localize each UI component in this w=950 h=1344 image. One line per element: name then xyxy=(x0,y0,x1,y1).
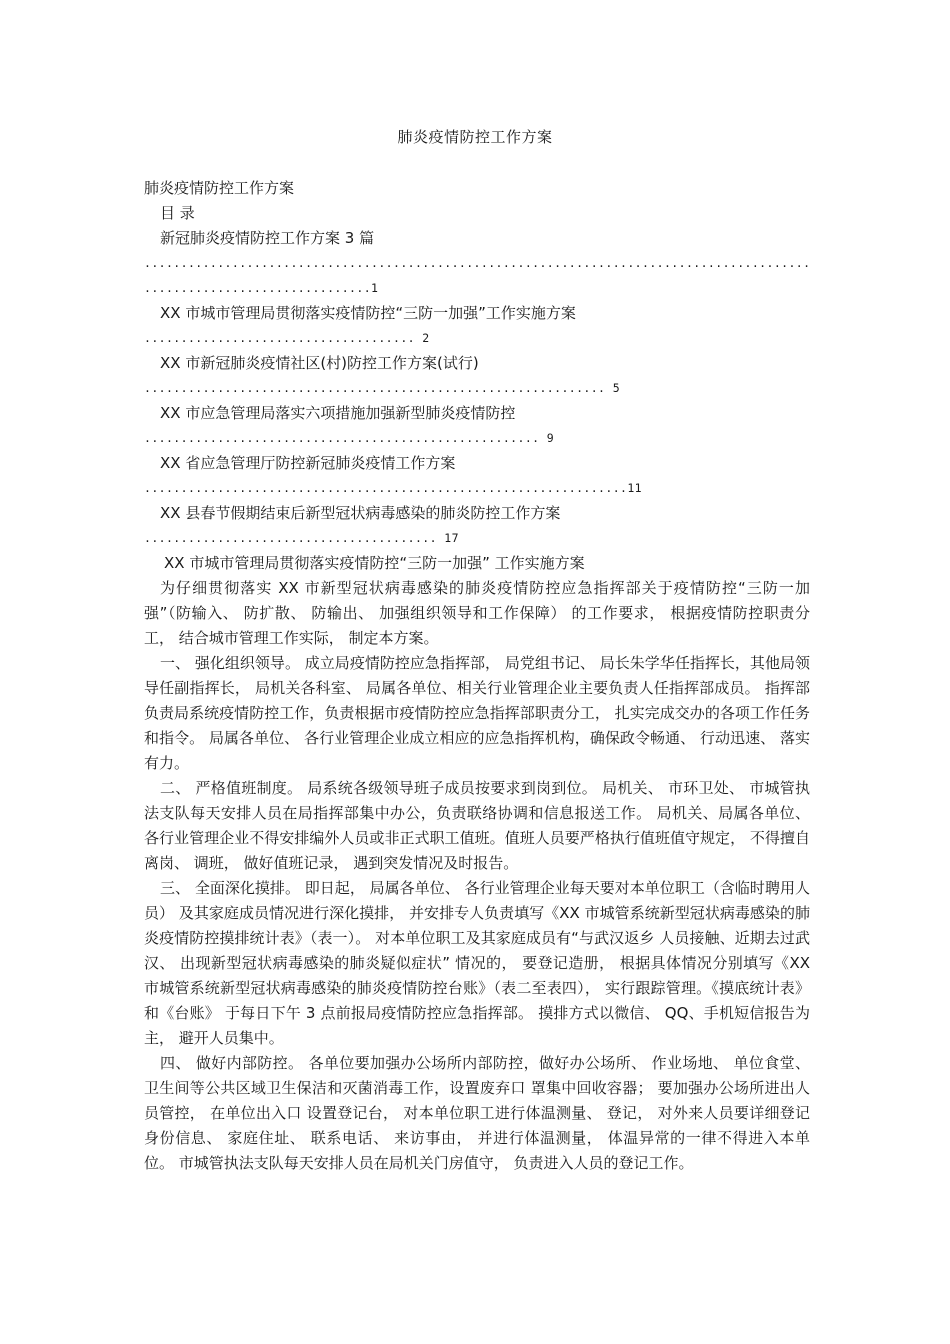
toc-entry-title[interactable]: XX 市城市管理局贯彻落实疫情防控“三防一加强”工作实施方案 xyxy=(160,304,576,322)
toc-entry-title[interactable]: XX 省应急管理厅防控新冠肺炎疫情工作方案 xyxy=(160,454,456,472)
toc-entry-leader: ............................................................... 5 xyxy=(144,381,621,395)
section-body xyxy=(144,576,810,1176)
toc-entry-leader: ........................................................................................... xyxy=(144,256,810,270)
document-subtitle: 肺炎疫情防控工作方案 xyxy=(144,179,295,197)
toc-entry-leader: ...................................................... 9 xyxy=(144,431,555,445)
toc-entry-leader: ..................................................................11 xyxy=(144,481,643,495)
paragraph: 三、 全面深化摸排。 即日起， 局属各单位、 各行业管理企业每天要对本单位职工（含临时聘用人员） 及其家庭成员情况进行深化摸排， 并安排专人负责填写《XX 市城管系统新型冠状病毒感染的肺炎疫情防控摸排统计表》（表一）。 对本单位职工及其家庭成员有“与武汉返乡 人员接触、近期去过武汉、 出现新型冠状病毒感染的肺炎疑似症状” 情况的， 要登记造册， 根据具体情况分别填写《XX 市城管系统新型冠状病毒感染的肺炎疫情防控台账》（表二至表四）， 实行跟踪管理。《摸底统计表》 和《台账》 于每日下午 3 点前报局疫情防控应急指挥部。 摸排方式以微信、 QQ、手机短信报告为主， 避开人员集中。 xyxy=(144,879,810,1047)
paragraph: 为仔细贯彻落实 XX 市新型冠状病毒感染的肺炎疫情防控应急指挥部关于疫情防控“三防一加强”（防输入、 防扩散、 防输出、 加强组织领导和工作保障） 的工作要求， 根据疫情防控职责分工， 结合城市管理工作实际， 制定本方案。 xyxy=(144,579,810,647)
page-header-title: 肺炎疫情防控工作方案 xyxy=(397,128,553,146)
toc-entry-title[interactable]: XX 市应急管理局落实六项措施加强新型肺炎疫情防控 xyxy=(160,404,516,422)
paragraph: 一、 强化组织领导。 成立局疫情防控应急指挥部， 局党组书记、 局长朱学华任指挥长，其他局领导任副指挥长， 局机关各科室、 局属各单位、相关行业管理企业主要负责人任指挥部成员。 指挥部负责局系统疫情防控工作，负责根据市疫情防控应急指挥部职责分工， 扎实完成交办的各项工作任务和指令。 局属各单位、 各行业管理企业成立相应的应急指挥机构，确保政令畅通、 行动迅速、 落实有力。 xyxy=(144,654,810,772)
paragraph: 四、 做好内部防控。 各单位要加强办公场所内部防控，做好办公场所、 作业场地、 单位食堂、 卫生间等公共区域卫生保洁和灭菌消毒工作，设置废弃口 罩集中回收容器； 要加强办公场所进出人员管控， 在单位出入口 设置登记台， 对本单位职工进行体温测量、 登记， 对外来人员要详细登记身份信息、 家庭住址、 联系电话、 来访事由， 并进行体温测量， 体温异常的一律不得进入本单位。 市城管执法支队每天安排人员在局机关门房值守， 负责进入人员的登记工作。 xyxy=(144,1054,810,1172)
toc-entry-leader: ........................................ 17 xyxy=(144,531,459,545)
toc-entry-title[interactable]: XX 市新冠肺炎疫情社区(村)防控工作方案(试行) xyxy=(160,354,479,372)
table-of-contents xyxy=(144,226,810,551)
toc-entry-leader: ...............................1 xyxy=(144,281,379,295)
document-body xyxy=(144,176,810,1176)
toc-entry-title[interactable]: XX 县春节假期结束后新型冠状病毒感染的肺炎防控工作方案 xyxy=(160,504,561,522)
toc-entry-title[interactable]: 新冠肺炎疫情防控工作方案 3 篇 xyxy=(160,229,375,247)
toc-entry-leader: ..................................... 2 xyxy=(144,331,430,345)
paragraph: 二、 严格值班制度。 局系统各级领导班子成员按要求到岗到位。 局机关、 市环卫处、 市城管执法支队每天安排人员在局指挥部集中办公，负责联络协调和信息报送工作。 局机关、局属各单位、 各行业管理企业不得安排编外人员或非正式职工值班。值班人员要严格执行值班值守规定， 不得擅自离岗、 调班， 做好值班记录， 遇到突发情况及时报告。 xyxy=(144,779,810,872)
section-title: XX 市城市管理局贯彻落实疫情防控“三防一加强” 工作实施方案 xyxy=(164,554,585,572)
toc-heading: 目 录 xyxy=(160,204,195,222)
